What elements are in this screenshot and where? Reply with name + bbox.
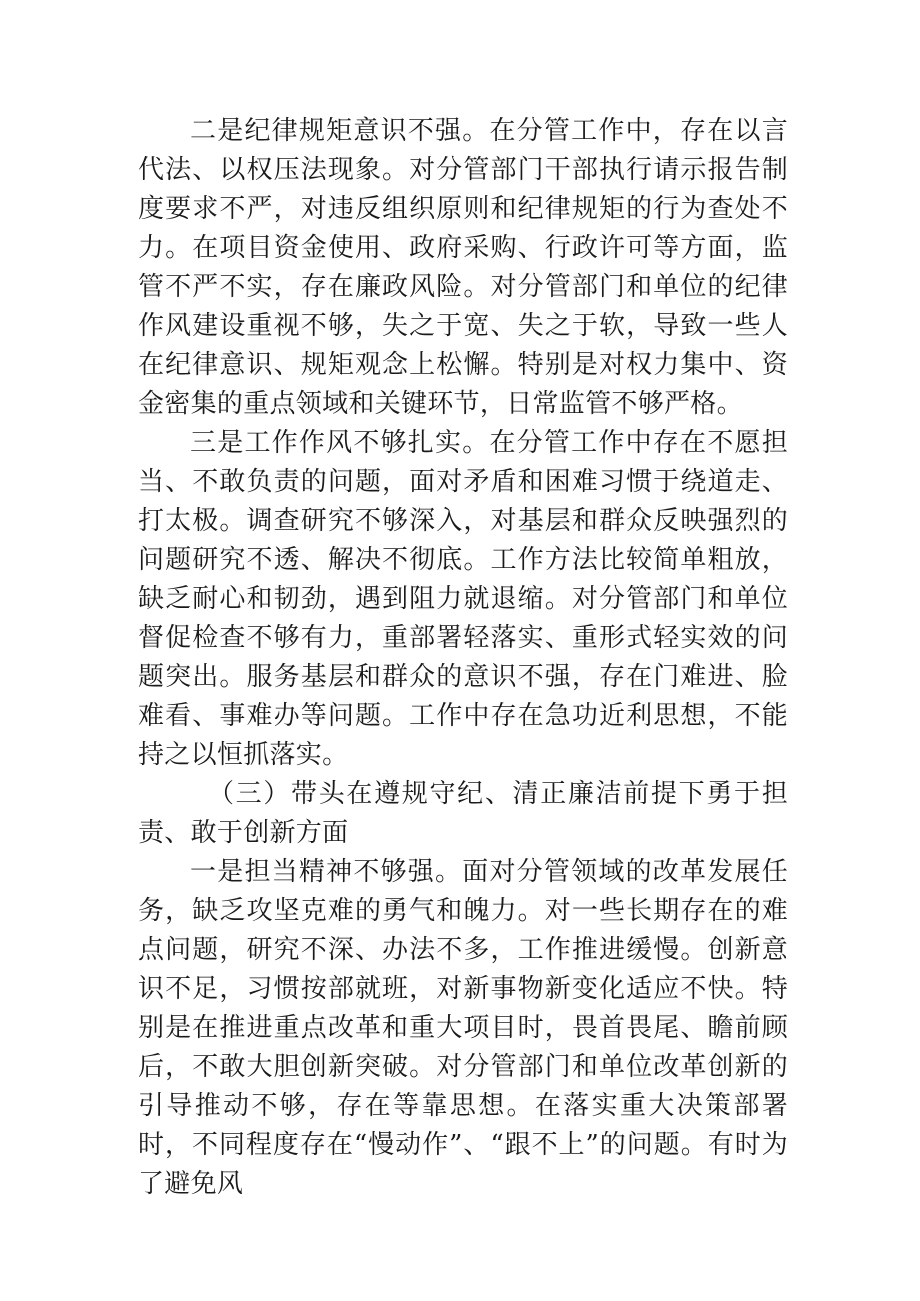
document-body [138, 112, 788, 1204]
paragraph-responsibility: 一是担当精神不够强。面对分管领域的改革发展任务，缺乏攻坚克难的勇气和魄力。对一些长期存在的难点问题，研究不深、办法不多，工作推进缓慢。创新意识不足，习惯按部就班，对新事物新变化适应不快。特别是在推进重点改革和重大项目时，畏首畏尾、瞻前顾后，不敢大胆创新突破。对分管部门和单位改革创新的引导推动不够，存在等靠思想。在落实重大决策部署时，不同程度存在“慢动作”、“跟不上”的问题。有时为了避免风 [138, 857, 788, 1199]
section-heading: （三）带头在遵规守纪、清正廉洁前提下勇于担责、敢于创新方面 [138, 779, 788, 848]
paragraph-discipline: 二是纪律规矩意识不强。在分管工作中，存在以言代法、以权压法现象。对分管部门干部执行请示报告制度要求不严，对违反组织原则和纪律规矩的行为查处不力。在项目资金使用、政府采购、行政许可等方面，监管不严不实，存在廉政风险。对分管部门和单位的纪律作风建设重视不够，失之于宽、失之于软，导致一些人在纪律意识、规矩观念上松懈。特别是对权力集中、资金密集的重点领域和关键环节，日常监管不够严格。 [138, 116, 788, 419]
paragraph-work-style: 三是工作作风不够扎实。在分管工作中存在不愿担当、不敢负责的问题，面对矛盾和困难习惯于绕道走、打太极。调查研究不够深入，对基层和群众反映强烈的问题研究不透、解决不彻底。工作方法比较简单粗放，缺乏耐心和韧劲，遇到阻力就退缩。对分管部门和单位督促检查不够有力，重部署轻落实、重形式轻实效的问题突出。服务基层和群众的意识不强，存在门难进、脸难看、事难办等问题。工作中存在急功近利思想，不能持之以恒抓落实。 [138, 428, 788, 770]
